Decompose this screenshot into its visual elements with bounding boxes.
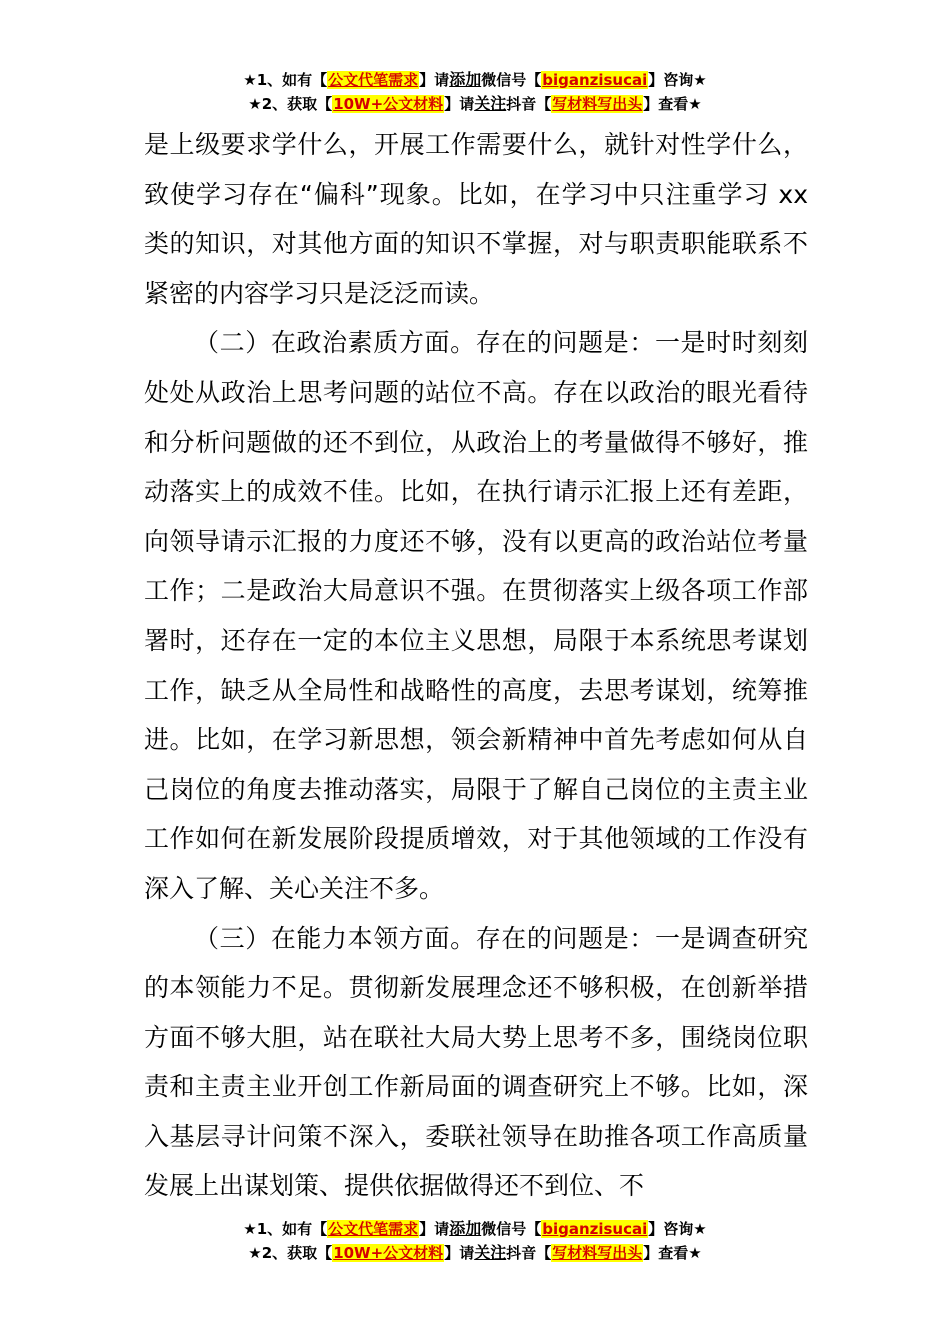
banner-text: 】咨询★ <box>648 71 707 89</box>
header-banner-line-2 <box>0 92 950 116</box>
banner-emphasis: 添加 <box>449 70 482 89</box>
banner-text: 】查看★ <box>643 95 702 113</box>
banner-text: 】查看★ <box>643 1244 702 1262</box>
banner-highlight: 公文代笔需求 <box>328 1220 419 1238</box>
banner-text: 抖音【 <box>506 1244 552 1262</box>
banner-highlight: 写材料写出头 <box>552 1244 643 1262</box>
banner-text: 微信号【 <box>481 71 542 89</box>
banner-emphasis: 关注 <box>474 1243 507 1262</box>
footer-banner-line-2 <box>0 1241 950 1265</box>
banner-text: 】请 <box>419 71 450 89</box>
banner-text: 】请 <box>444 1244 475 1262</box>
footer-banner <box>0 1217 950 1265</box>
footer-banner-line-1 <box>0 1217 950 1241</box>
banner-emphasis: 关注 <box>474 94 507 113</box>
banner-highlight: 10W+公文材料 <box>333 1244 444 1262</box>
banner-highlight: 写材料写出头 <box>552 95 643 113</box>
banner-text: ★2、获取【 <box>248 95 333 113</box>
banner-text: 微信号【 <box>481 1220 542 1238</box>
paragraph-ability-skills: （三）在能力本领方面。存在的问题是：一是调查研究的本领能力不足。贯彻新发展理念还不够积极，在创新举措方面不够大胆，站在联社大局大势上思考不多，围绕岗位职责和主责主业开创工作新局面的调查研究上不够。比如，深入基层寻计问策不深入，委联社领导在助推各项工作高质量发展上出谋划策、提供依据做得还不到位、不 <box>144 923 808 1201</box>
banner-text: 】请 <box>419 1220 450 1238</box>
header-banner <box>0 68 950 116</box>
banner-highlight: biganzisucai <box>542 1220 648 1238</box>
header-banner-line-1 <box>0 68 950 92</box>
banner-highlight: biganzisucai <box>542 71 648 89</box>
banner-text: ★1、如有【 <box>243 71 328 89</box>
banner-text: ★1、如有【 <box>243 1220 328 1238</box>
banner-highlight: 10W+公文材料 <box>333 95 444 113</box>
banner-highlight: 公文代笔需求 <box>328 71 419 89</box>
document-body <box>144 120 808 1211</box>
banner-text: 抖音【 <box>506 95 552 113</box>
paragraph-political-quality: （二）在政治素质方面。存在的问题是：一是时时刻刻处处从政治上思考问题的站位不高。存在以政治的眼光看待和分析问题做的还不到位，从政治上的考量做得不够好，推动落实上的成效不佳。比如，在执行请示汇报上还有差距，向领导请示汇报的力度还不够，没有以更高的政治站位考量工作；二是政治大局意识不强。在贯彻落实上级各项工作部署时，还存在一定的本位主义思想，局限于本系统思考谋划工作，缺乏从全局性和战略性的高度，去思考谋划，统筹推进。比如，在学习新思想，领会新精神中首先考虑如何从自己岗位的角度去推动落实，局限于了解自己岗位的主责主业工作如何在新发展阶段提质增效，对于其他领域的工作没有深入了解、关心关注不多。 <box>144 328 808 903</box>
banner-text: ★2、获取【 <box>248 1244 333 1262</box>
banner-emphasis: 添加 <box>449 1219 482 1238</box>
paragraph-continuation: 是上级要求学什么，开展工作需要什么，就针对性学什么，致使学习存在“偏科”现象。比如，在学习中只注重学习 xx 类的知识，对其他方面的知识不掌握，对与职责职能联系不紧密的内容学习只是泛泛而读。 <box>144 130 808 308</box>
banner-text: 】咨询★ <box>648 1220 707 1238</box>
banner-text: 】请 <box>444 95 475 113</box>
